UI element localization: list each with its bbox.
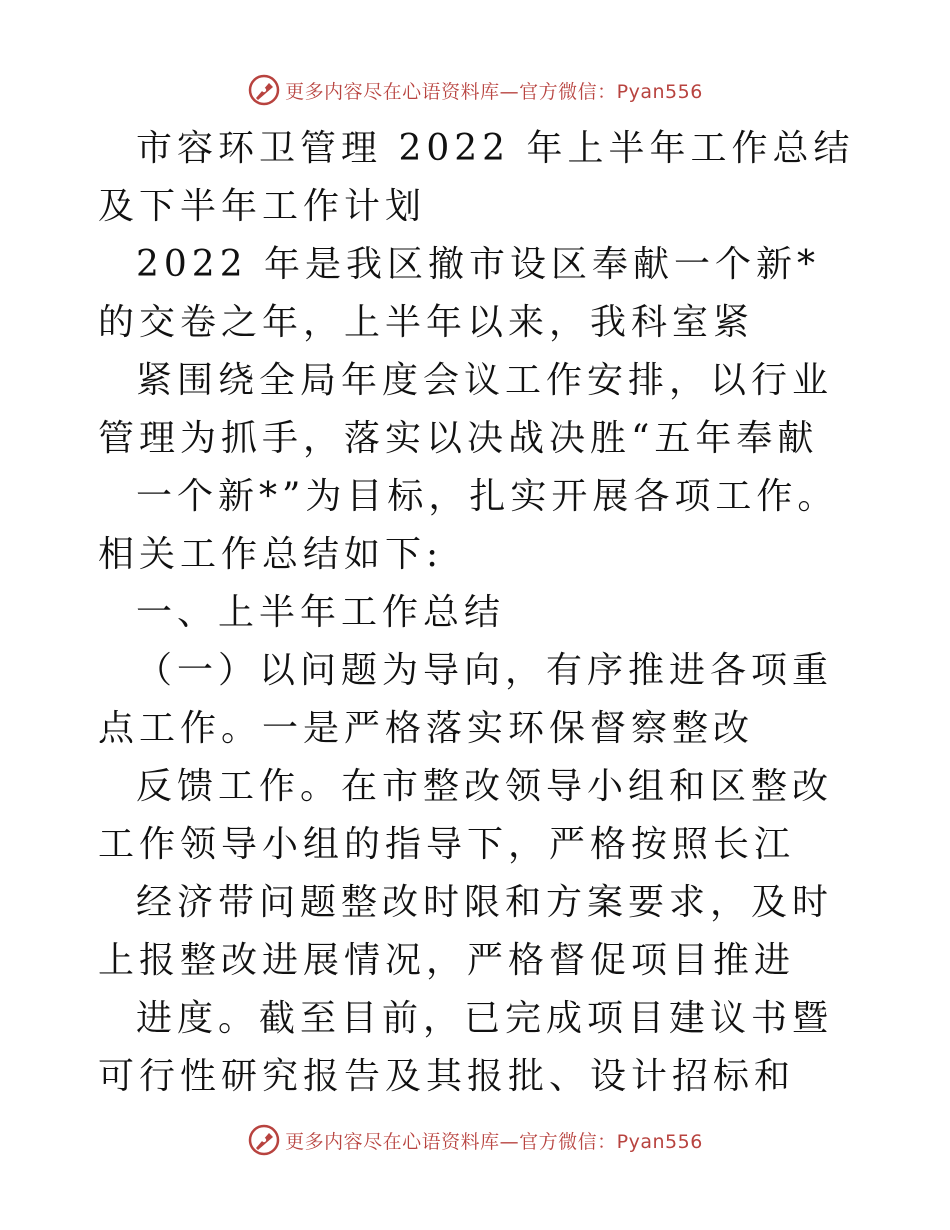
section-heading: 一、上半年工作总结 <box>136 592 506 633</box>
pen-nib-circle-icon <box>247 1123 281 1157</box>
paragraph: 反馈工作。在市整改领导小组和区整改工作领导小组的指导下，严格按照长江 <box>98 766 834 865</box>
paragraph: 经济带问题整改时限和方案要求，及时上报整改进展情况，严格督促项目推进 <box>98 882 834 981</box>
watermark-header <box>0 70 950 110</box>
document-title: 市容环卫管理 2022 年上半年工作总结及下半年工作计划 <box>98 128 855 227</box>
watermark-footer <box>0 1120 950 1160</box>
paragraph: （一）以问题为导向，有序推进各项重点工作。一是严格落实环保督察整改 <box>98 650 834 749</box>
pen-nib-circle-icon <box>247 73 281 107</box>
watermark-text: 更多内容尽在心语资料库—官方微信：Pyan556 <box>285 1130 703 1153</box>
paragraph: 2022 年是我区撤市设区奉献一个新*的交卷之年，上半年以来，我科室紧 <box>98 244 821 343</box>
document-body <box>98 120 858 1106</box>
watermark-text: 更多内容尽在心语资料库—官方微信：Pyan556 <box>285 80 703 103</box>
paragraph: 紧围绕全局年度会议工作安排，以行业管理为抓手，落实以决战决胜“五年奉献 <box>98 360 834 459</box>
paragraph: 进度。截至目前，已完成项目建议书暨可行性研究报告及其报批、设计招标和 <box>98 998 834 1097</box>
paragraph: 一个新*”为目标，扎实开展各项工作。相关工作总结如下: <box>98 476 839 575</box>
